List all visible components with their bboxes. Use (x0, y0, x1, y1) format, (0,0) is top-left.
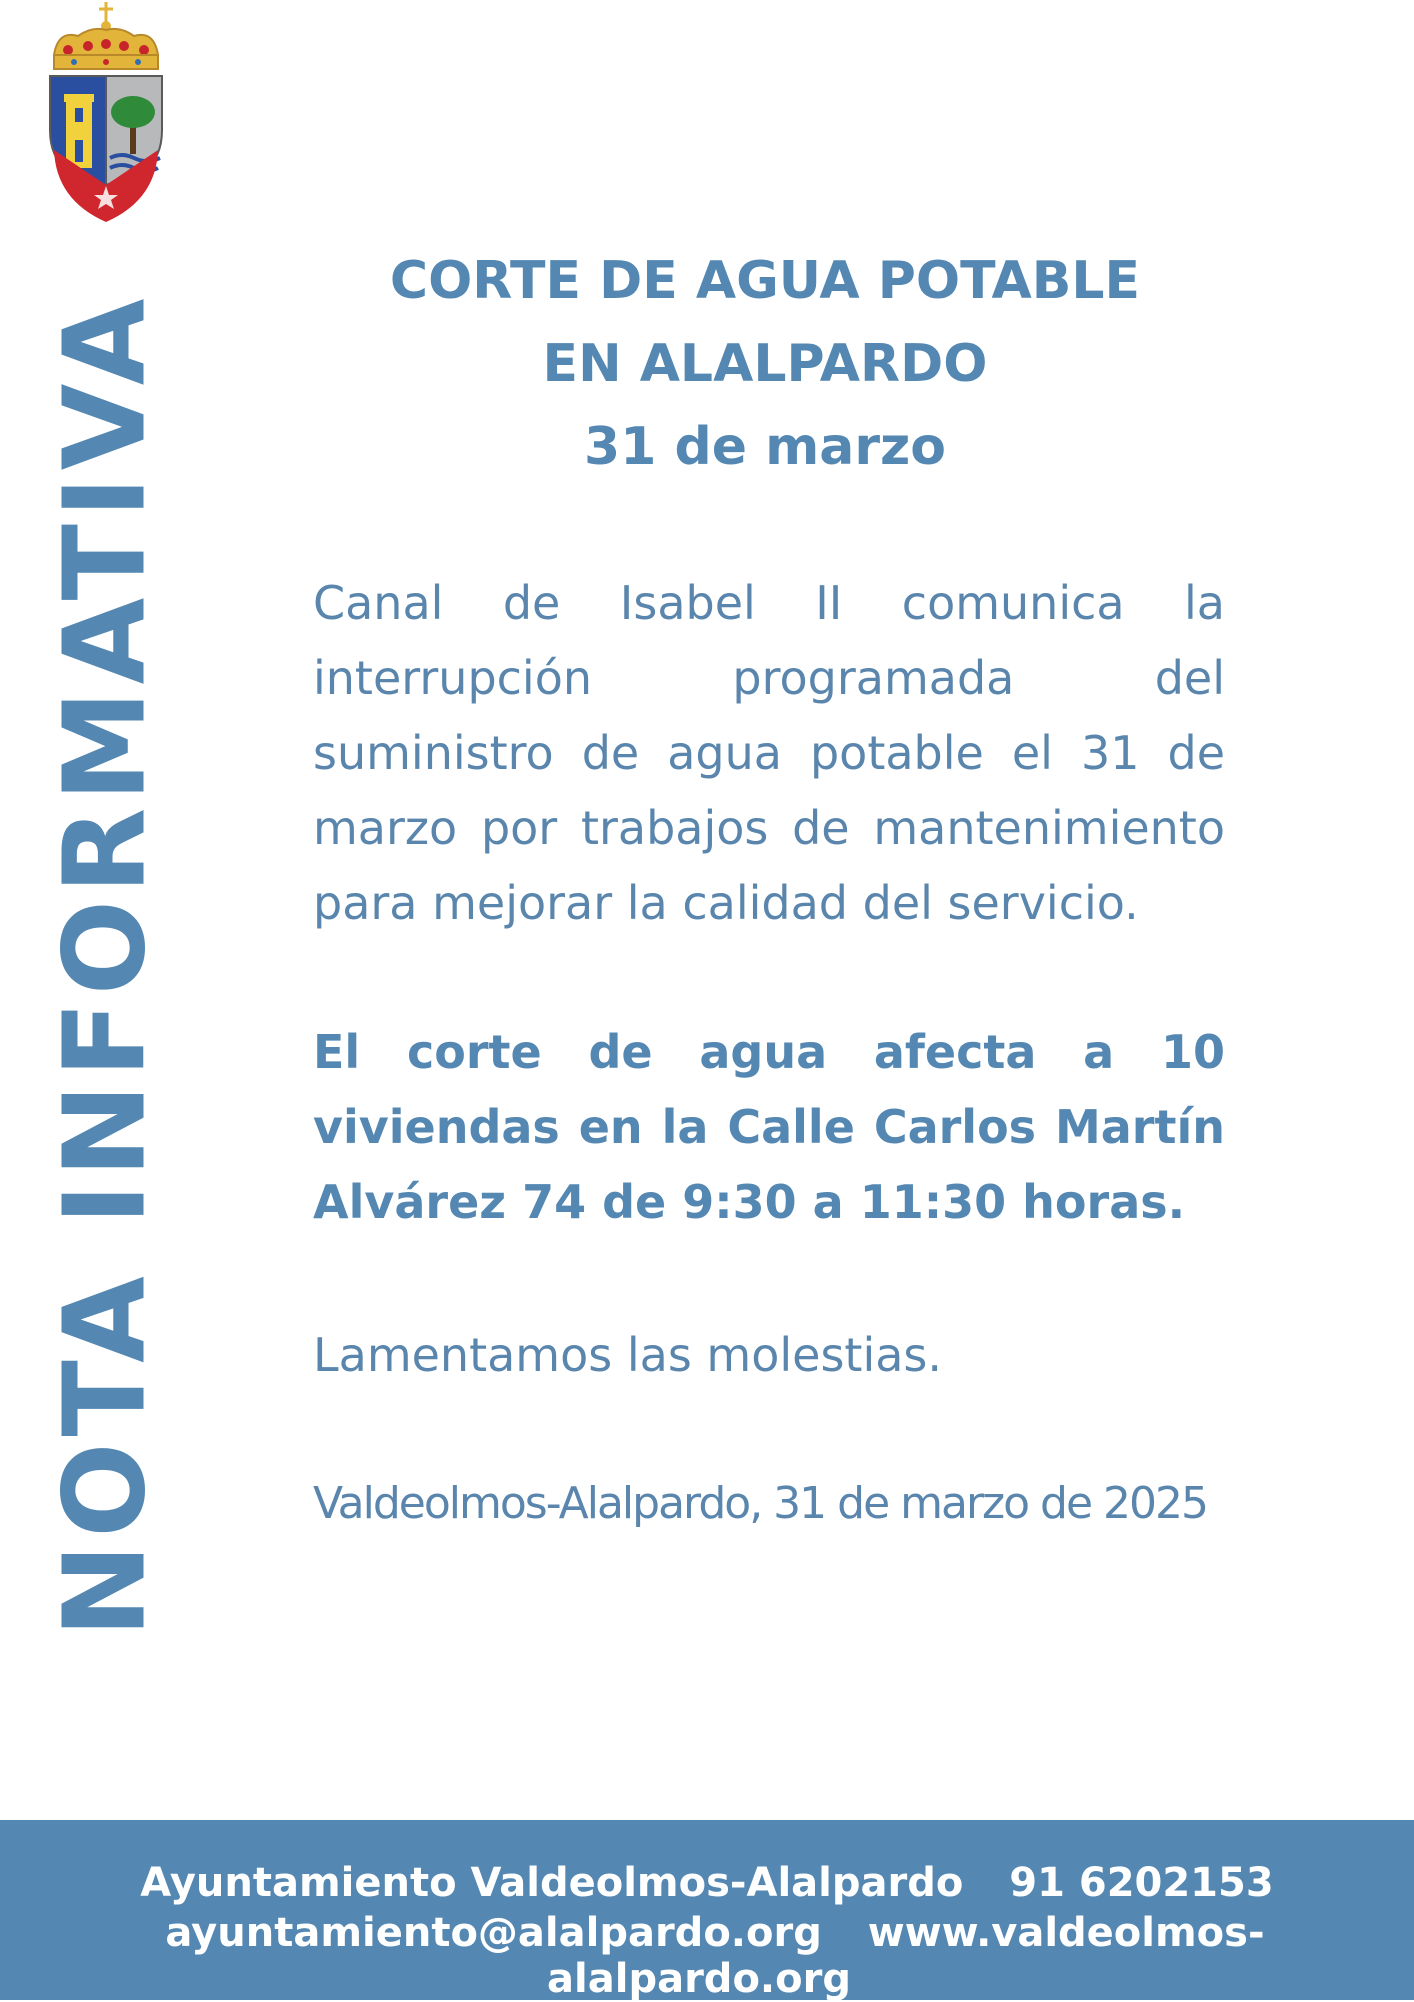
headline-line-1: CORTE DE AGUA POTABLE (389, 251, 1141, 311)
affected-area-paragraph: El corte de agua afecta a 10 viviendas en la Calle Carlos Martín Alvárez 74 de 9:30 a 11:30 horas. (313, 1025, 1225, 1229)
footer-line-2 (0, 1910, 1414, 2002)
headline-line-2: EN ALALPARDO (542, 334, 988, 394)
email-link[interactable]: ayuntamiento@alalpardo.org (165, 1910, 822, 1956)
place-date-signature: Valdeolmos-Alalpardo, 31 de marzo de 2025 (313, 1478, 1208, 1529)
headline-date: 31 de marzo (584, 417, 946, 477)
contact-footer (0, 1820, 1414, 2000)
apology-paragraph: Lamentamos las molestias. (313, 1328, 942, 1382)
announcement-paragraph: Canal de Isabel II comunica la interrupción programada del suministro de agua potable el 31 de marzo por trabajos de mantenimiento para mejorar la calidad del servicio. (313, 576, 1225, 930)
nota-informativa-title: NOTA INFORMATIVA (40, 292, 171, 1638)
side-banner (40, 290, 170, 1640)
organization-name: Ayuntamiento Valdeolmos-Alalpardo (140, 1860, 964, 1906)
website-link[interactable]: www.valdeolmos-alalpardo.org (547, 1910, 1265, 2002)
phone-number[interactable]: 91 6202153 (1009, 1860, 1274, 1906)
footer-line-1 (0, 1860, 1414, 1906)
notice-headline (315, 240, 1215, 489)
coat-of-arms-icon (44, 0, 168, 230)
